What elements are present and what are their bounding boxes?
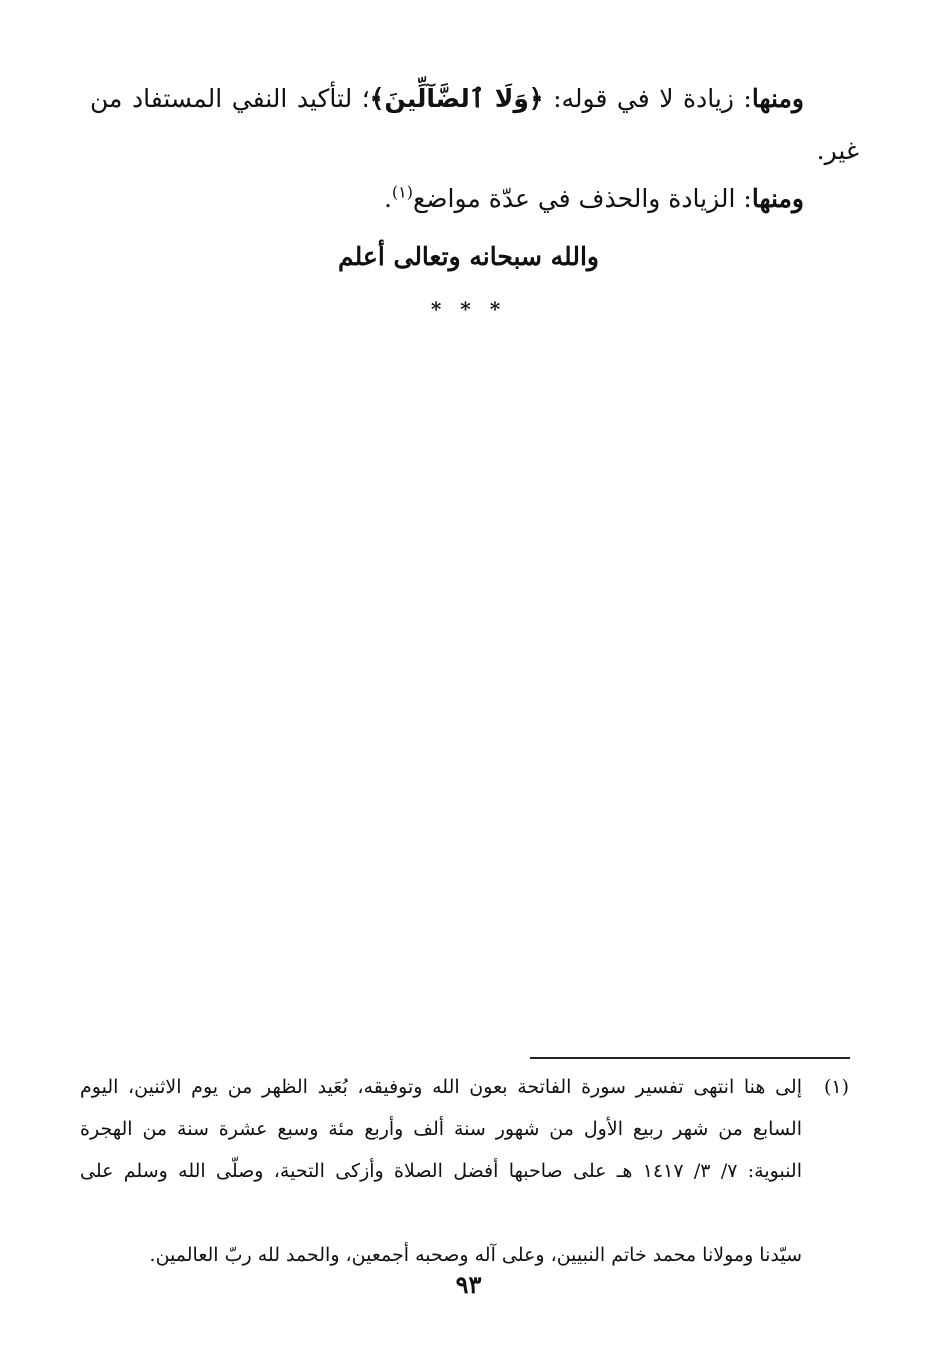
footnote-marker: (١) (823, 1076, 849, 1098)
body-line-3 (384, 182, 804, 216)
body-text: . (383, 184, 392, 213)
section-lead: ومنها (751, 84, 804, 113)
quran-quote: ﴿وَلَا ٱلضَّآلِّينَ﴾ (369, 84, 544, 113)
body-text: : زيادة لا في قوله: (543, 84, 752, 113)
footnote-divider (530, 1057, 850, 1059)
footnote-line-1: إلى هنا انتهى تفسير سورة الفاتحة بعون الله وتوفيقه، بُعَيد الظهر من يوم الاثنين، اليوم (80, 1076, 802, 1098)
body-text: ؛ لتأكيد النفي المستفاد من (90, 84, 370, 113)
body-line-2: غير. (816, 136, 859, 165)
footnote-line-4: سيّدنا ومولانا محمد خاتم النبيين، وعلى آله وصحبه أجمعين، والحمد لله ربّ العالمين. (149, 1244, 802, 1266)
section-lead: ومنها (751, 184, 804, 213)
footnote-reference: (١) (391, 182, 413, 202)
page-number: ٩٣ (455, 1270, 482, 1299)
footnote-line-2: السابع من شهر ربيع الأول من شهور سنة ألف وأربع مئة وسبع عشرة سنة من الهجرة (80, 1118, 802, 1140)
section-separator: * * * (430, 297, 507, 321)
footnote-line-3: النبوية: ٧/ ٣/ ١٤١٧ هـ على صاحبها أفضل الصلاة وأزكى التحية، وصلّى الله وسلم على (80, 1160, 803, 1182)
closing-phrase: والله سبحانه وتعالى أعلم (338, 242, 599, 271)
body-line-1 (90, 82, 804, 116)
body-text: : الزيادة والحذف في عدّة مواضع (413, 184, 752, 213)
